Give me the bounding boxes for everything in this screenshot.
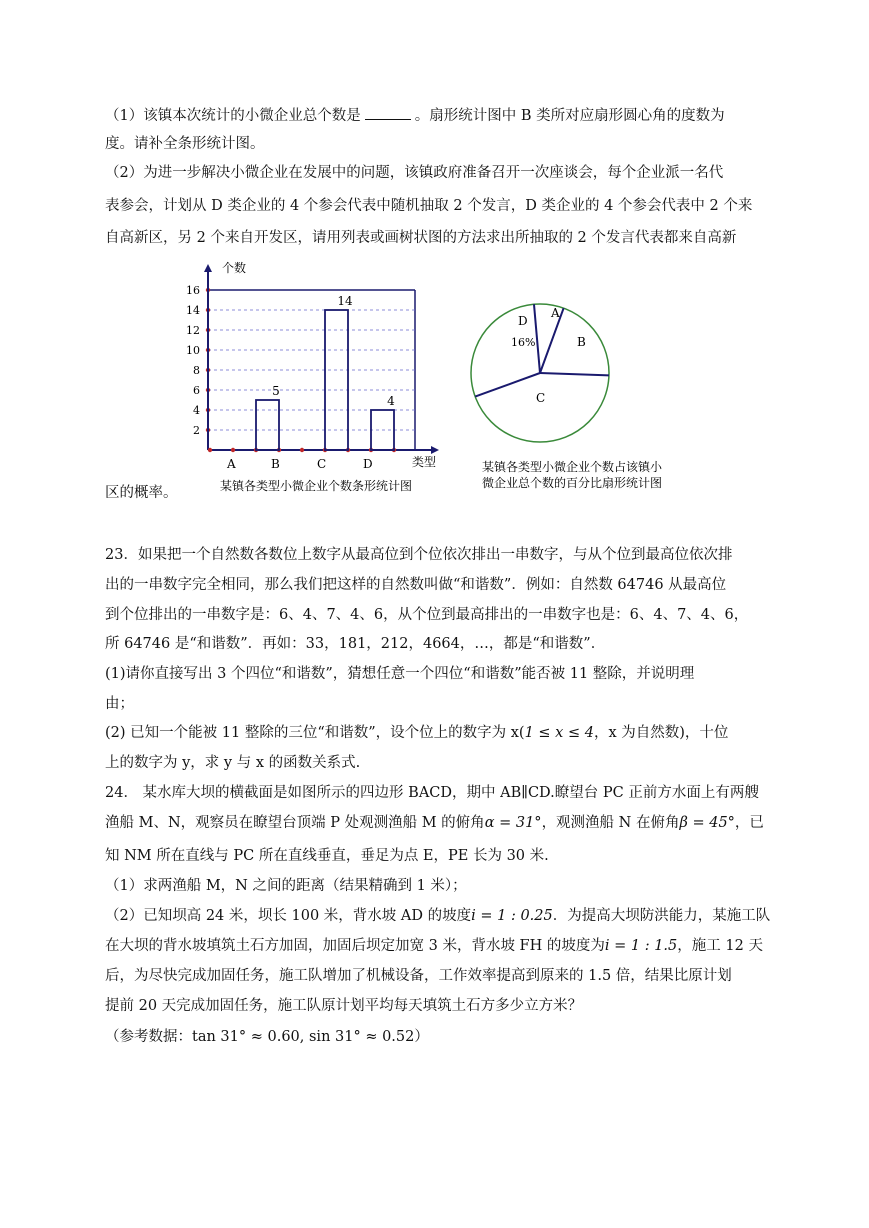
q23-l7a: (2) 已知一个能被 11 整除的三位“和谐数”，设个位上的数字为 x(	[105, 725, 525, 741]
y-tick-label: 4	[193, 404, 200, 417]
q23-inequality: 1 ≤ x ≤ 4	[524, 725, 594, 741]
q22-part2-line4: 区的概率。	[105, 485, 178, 501]
q23-line5: (1)请你直接写出 3 个四位“和谐数”，猜想任意一个四位“和谐数”能否被 11 整除，并说明理	[105, 666, 695, 682]
q23-line4: 所 64746 是“和谐数”．再如：33，181，212，4664，…，都是“和谐数”．	[105, 636, 606, 652]
x-tick-dot	[231, 448, 235, 452]
q23-l7b: ，x 为自然数)，十位	[593, 725, 729, 741]
q24-line9	[105, 1027, 429, 1047]
y-tick-label: 2	[193, 424, 200, 437]
x-tick-label: B	[271, 457, 280, 471]
q24-l6b: ，施工 12 天	[677, 938, 763, 954]
q22-part2-line3: 自高新区，另 2 个来自开发区，请用列表或画树状图的方法求出所抽取的 2 个发言代表都来自高新	[105, 230, 737, 246]
q24-line4: （1）求两渔船 M，N 之间的距离（结果精确到 1 米）；	[105, 878, 467, 894]
q24-line6	[105, 936, 763, 956]
x-tick-dot	[208, 448, 212, 452]
data-label-B: 5	[272, 384, 280, 398]
q23-line1: 23．如果把一个自然数各数位上数字从最高位到个位依次排出一串数字，与从个位到最高位依次排	[105, 547, 733, 563]
q23-line7	[105, 723, 728, 743]
pie-radius	[540, 373, 609, 375]
bar-chart-title: 某镇各类型小微企业个数条形统计图	[220, 479, 413, 493]
y-tick-label: 12	[186, 324, 200, 337]
q24-line1: 24． 某水库大坝的横截面是如图所示的四边形 BACD，期中 AB∥CD.瞭望台 PC 正前方水面上有两艘	[105, 785, 759, 801]
y-axis-label: 个数	[222, 261, 247, 275]
pie-chart	[460, 280, 700, 520]
q23-line8: 上的数字为 y，求 y 与 x 的函数关系式.	[105, 755, 361, 771]
bar-chart	[180, 258, 440, 498]
q23-line3: 到个位排出的一串数字是：6、4、7、4、6，从个位到最高排出的一串数字也是：6、4、7、4、6，	[105, 607, 749, 623]
pie-label-B: B	[577, 335, 586, 349]
q24-beta: β = 45°	[679, 815, 735, 831]
q24-l6a: 在大坝的背水坡填筑土石方加固，加固后坝定加宽 3 米，背水坡 FH 的坡度为	[105, 938, 605, 954]
pie-title-line1: 某镇各类型小微企业个数占该镇小	[482, 460, 663, 474]
answer-blank	[365, 105, 411, 120]
q24-alpha: α = 31°	[484, 815, 542, 831]
q24-l2c: ，已	[734, 815, 764, 831]
q24-l9a: （参考数据：	[105, 1029, 192, 1045]
q23-line6: 由；	[105, 696, 134, 712]
bar-C	[325, 310, 348, 450]
q22-part2-line2: 表参会，计划从 D 类企业的 4 个参会代表中随机抽取 2 个发言，D 类企业的 4 个参会代表中 2 个来	[105, 198, 753, 214]
pie-percent-D: 16%	[511, 336, 536, 349]
y-tick-label: 16	[186, 284, 200, 297]
y-tick-label: 6	[193, 384, 200, 397]
x-axis-label: 类型	[412, 455, 437, 469]
q23-line2: 出的一串数字完全相同，那么我们把这样的自然数叫做“和谐数”．例如：自然数 64746 从最高位	[105, 577, 727, 593]
q24-l9b: ）	[414, 1029, 429, 1045]
q24-l2b: ，观测渔船 N 在俯角	[541, 815, 680, 831]
data-label-D: 4	[387, 394, 395, 408]
pie-radius	[475, 373, 540, 397]
bar-B	[256, 400, 279, 450]
q24-line8: 提前 20 天完成加固任务，施工队原计划平均每天填筑土石方多少立方米？	[105, 998, 583, 1014]
y-tick-label: 14	[186, 304, 200, 317]
data-label-C: 14	[337, 294, 353, 308]
q24-line7: 后，为尽快完成加固任务，施工队增加了机械设备，工作效率提高到原来的 1.5 倍，结果比原计划	[105, 968, 732, 984]
q24-slope-ad: i = 1 : 0.25	[471, 908, 553, 924]
q24-l2a: 渔船 M、N，观察员在瞭望台顶端 P 处观测渔船 M 的俯角	[105, 815, 485, 831]
x-tick-label: A	[227, 457, 236, 471]
y-axis-arrow	[204, 264, 212, 272]
x-axis-arrow	[431, 446, 439, 454]
pie-title-line2: 微企业总个数的百分比扇形统计图	[482, 476, 663, 490]
pie-label-D: D	[518, 314, 528, 328]
q24-line5	[105, 906, 770, 926]
q24-line3: 知 NM 所在直线与 PC 所在直线垂直，垂足为点 E，PE 长为 30 米.	[105, 848, 549, 864]
q22-p1b: 。扇形统计图中 B 类所对应扇形圆心角的度数为	[414, 108, 725, 124]
q24-l5b: ．为提高大坝防洪能力，某施工队	[552, 908, 771, 924]
q22-p1a: （1）该镇本次统计的小微企业总个数是	[105, 108, 361, 124]
x-tick-dot	[300, 448, 304, 452]
q22-part1-line1	[105, 105, 725, 126]
q24-line2	[105, 813, 764, 833]
q22-part2-line1: （2）为进一步解决小微企业在发展中的问题，该镇政府准备召开一次座谈会，每个企业派一名代	[105, 165, 724, 181]
q22-part1-line2: 度。请补全条形统计图。	[105, 136, 265, 152]
q24-slope-fh: i = 1 : 1.5	[604, 938, 678, 954]
q24-reference-values: tan 31° ≈ 0.60, sin 31° ≈ 0.52	[192, 1029, 415, 1045]
q24-l5a: （2）已知坝高 24 米，坝长 100 米，背水坡 AD 的坡度	[105, 908, 472, 924]
y-tick-label: 8	[193, 364, 200, 377]
pie-label-C: C	[536, 391, 546, 405]
pie-label-A: A	[551, 306, 560, 320]
x-tick-label: D	[363, 457, 373, 471]
x-tick-label: C	[317, 457, 327, 471]
y-tick-label: 10	[186, 344, 200, 357]
